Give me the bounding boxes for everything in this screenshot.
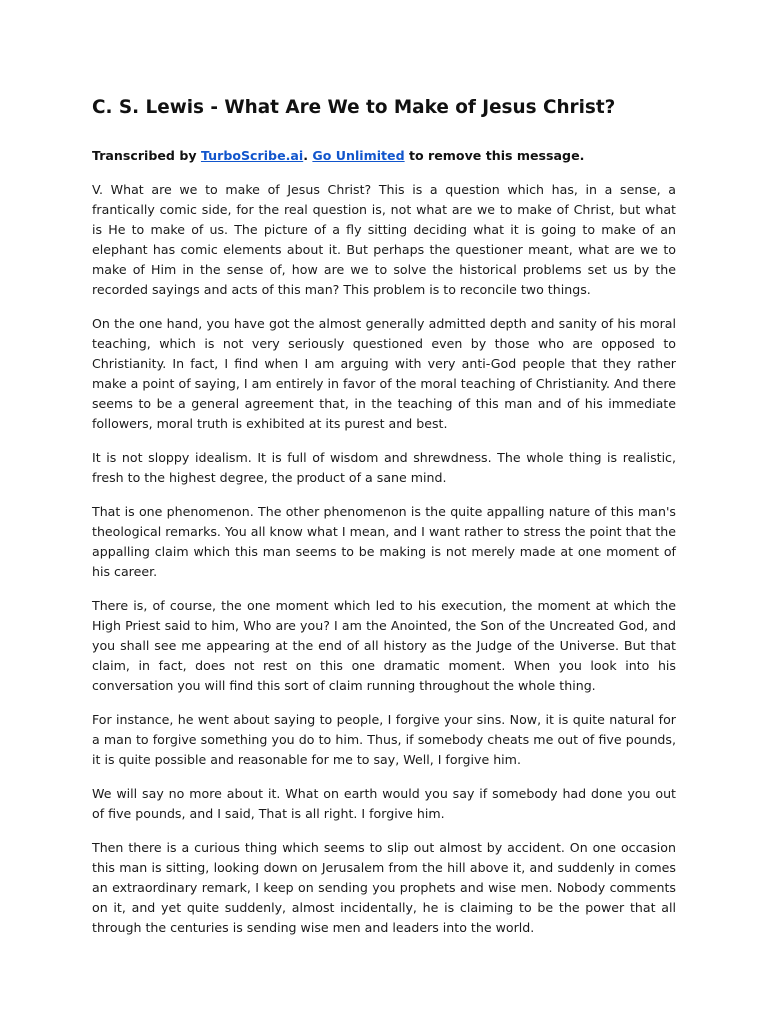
notice-suffix: to remove this message. [404,148,585,163]
document-title: C. S. Lewis - What Are We to Make of Jesus Christ? [92,97,616,118]
paragraph-4: That is one phenomenon. The other phenomenon is the quite appalling nature of this man's theological remarks. You all know what I mean, and I want rather to stress the point that the appalling claim which this man seems to be making is not merely made at one moment of his career. [92,504,676,579]
paragraph-1: V. What are we to make of Jesus Christ? This is a question which has, in a sense, a frantically comic side, for the real question is, not what are we to make of Christ, but what is He to make of us. The picture of a fly sitting deciding what it is going to make of an elephant has comic elements about it. But perhaps the questioner meant, what are we to make of Him in the sense of, how are we to solve the historical problems set us by the recorded sayings and acts of this man? This problem is to reconcile two things. [92,182,676,297]
notice-middle: . [303,148,313,163]
paragraph-3: It is not sloppy idealism. It is full of wisdom and shrewdness. The whole thing is realistic, fresh to the highest degree, the product of a sane mind. [92,450,676,485]
go-unlimited-link[interactable]: Go Unlimited [312,148,405,163]
paragraph-7: We will say no more about it. What on earth would you say if somebody had done you out of five pounds, and I said, That is all right. I forgive him. [92,786,676,821]
paragraph-8: Then there is a curious thing which seems to slip out almost by accident. On one occasion this man is sitting, looking down on Jerusalem from the hill above it, and suddenly in comes an extraordinary remark, I keep on sending you prophets and wise men. Nobody comments on it, and yet quite suddenly, almost incidentally, he is claiming to be the power that all through the centuries is sending wise men and leaders into the world. [92,840,676,935]
paragraph-6: For instance, he went about saying to people, I forgive your sins. Now, it is quite natural for a man to forgive something you do to him. Thus, if somebody cheats me out of five pounds, it is quite possible and reasonable for me to say, Well, I forgive him. [92,712,676,767]
paragraph-2: On the one hand, you have got the almost generally admitted depth and sanity of his moral teaching, which is not very seriously questioned even by those who are opposed to Christianity. In fact, I find when I am arguing with very anti-God people that they rather make a point of saying, I am entirely in favor of the moral teaching of Christianity. And there seems to be a general agreement that, in the teaching of this man and of his immediate followers, moral truth is exhibited at its purest and best. [92,316,676,431]
turboscribe-link[interactable]: TurboScribe.ai [200,148,304,163]
transcription-notice [92,146,676,166]
paragraph-5: There is, of course, the one moment which led to his execution, the moment at which the High Priest said to him, Who are you? I am the Anointed, the Son of the Uncreated God, and you shall see me appearing at the end of all history as the Judge of the Universe. But that claim, in fact, does not rest on this one dramatic moment. When you look into his conversation you will find this sort of claim running throughout the whole thing. [92,598,676,693]
notice-prefix: Transcribed by [92,148,201,163]
